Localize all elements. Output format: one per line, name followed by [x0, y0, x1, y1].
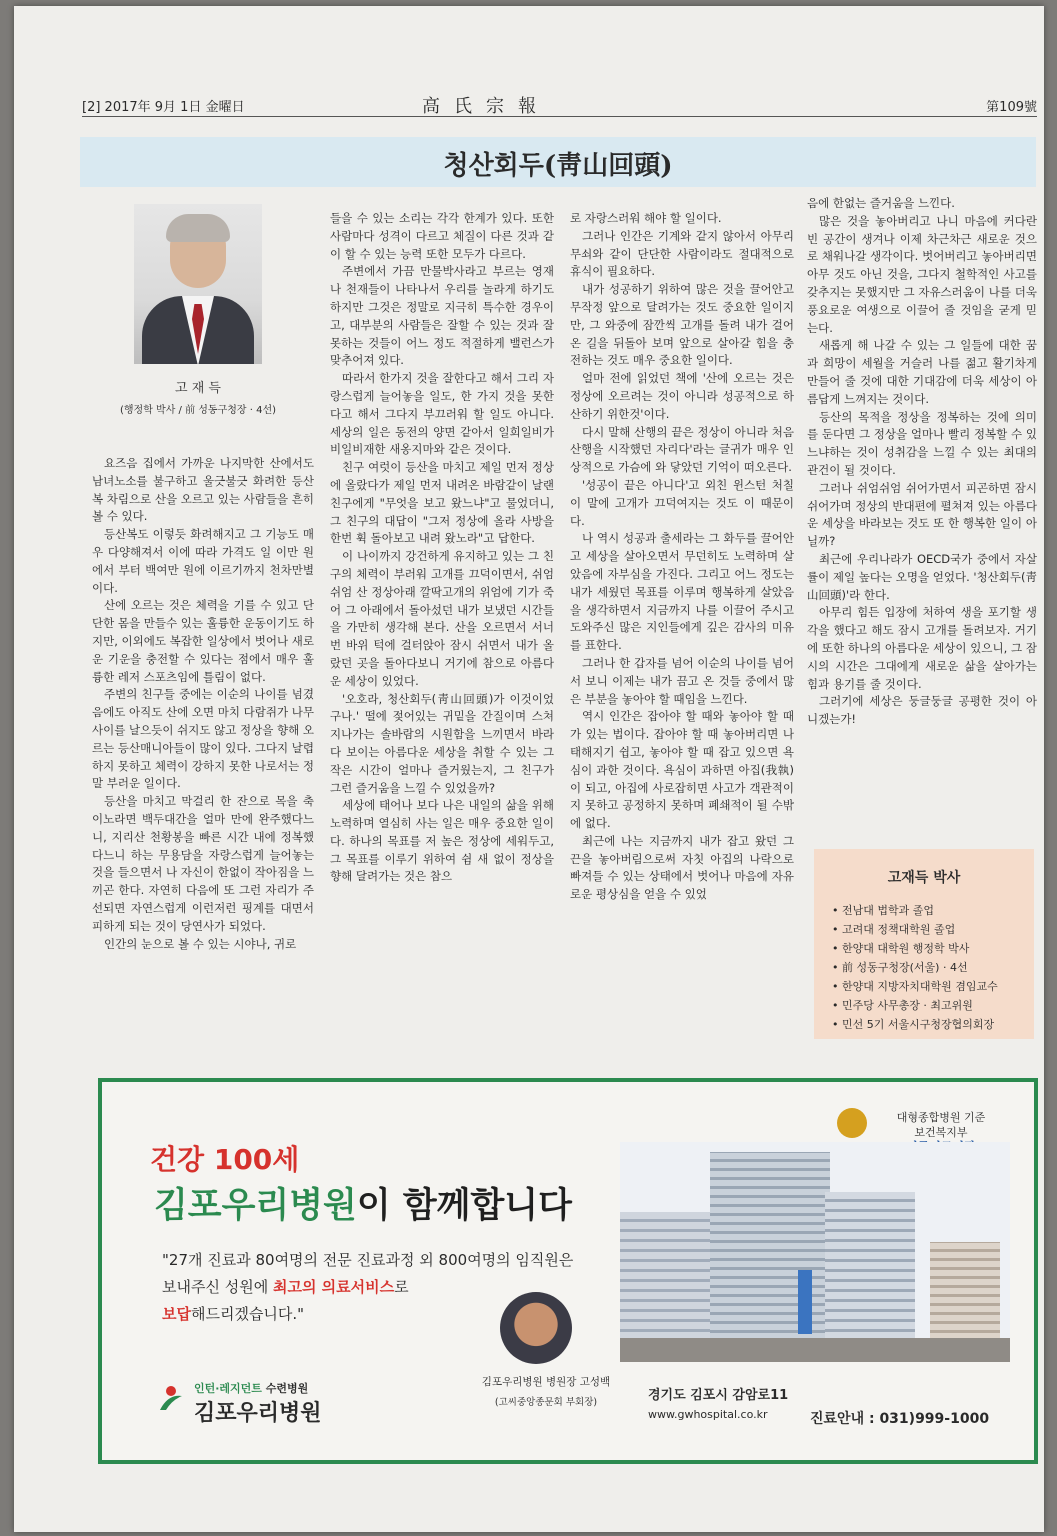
hospital-address: 경기도 김포시 감암로11 — [648, 1388, 789, 1403]
cert-line: 보건복지부 — [914, 1126, 968, 1139]
paragraph: 그러나 한 갑자를 넘어 이순의 나이를 넘어서 보니 이제는 내가 끔고 온 것들 중에서 많은 부분을 놓아야 할 때임을 느낀다. — [570, 655, 794, 706]
quote-part: 보내주신 성원에 — [162, 1278, 273, 1296]
paragraph: 그러나 쉬엄쉬엄 쉬어가면서 피곤하면 잠시 쉬어가며 정상의 반대편에 펼쳐져 있는 아름다운 세상을 바라보는 것도 또 한 행복한 일이 아닐까? — [807, 480, 1037, 549]
paragraph: '오호라, 청산회두(靑山回頭)가 이것이었구나.' 떨에 젖어있는 귀밑을 간질이며 스쳐 지나가는 솔바람의 시원함을 느끼면서 바라다 보이는 아름다운 세상을 취할 수 있는 그 작은 시간이 얼마나 즐거웠는지, 그 친구가 그런 즐거움을 느낄 수 있었을까? — [330, 691, 554, 795]
paragraph: 얼마 전에 읽었던 책에 '산에 오르는 것은 정상에 오르려는 것이 아니라 성공적으로 하산하기 위한것'이다. — [570, 371, 794, 421]
paragraph: 최근에 나는 지금까지 내가 잡고 왔던 그 끈을 놓아버림으로써 자칫 아집의 나락으로 빠져들 수 있는 상태에서 벗어나 마음에 자유로운 평상심을 얻을 수 있었 — [570, 833, 794, 902]
certification-badge-icon — [837, 1108, 867, 1138]
author-bio-box — [814, 849, 1034, 1039]
logo-tag-part: 인턴·레지던트 — [194, 1382, 262, 1395]
quote-part: 은 — [558, 1251, 574, 1269]
quote-part: 로 — [394, 1278, 409, 1296]
page-header — [82, 92, 1037, 117]
paragraph: '성공이 끝은 아니다'고 외친 윈스턴 처칠이 말에 고개가 끄덕여지는 것도 이 때문이다. — [570, 477, 794, 528]
issue-number: 第109號 — [986, 100, 1037, 115]
paragraph: 산에 오르는 것은 체력을 기를 수 있고 단단한 몸을 만들수 있는 훌륭한 운동이기도 하지만, 이외에도 복잡한 일상에서 벗어나 새로운 기운을 충전할 수 있다는 점에서 매우 훌륭한 레저 스포츠임에 틀림이 없다. — [92, 598, 314, 684]
logo-hospital-name: 김포우리병원 — [194, 1401, 322, 1426]
article-column-4 — [807, 195, 1037, 729]
paragraph: 그러기에 세상은 둥글둥글 공평한 것이 아니겠는가! — [807, 694, 1037, 727]
bio-item: • 민주당 사무총장 · 최고위원 — [832, 996, 1034, 1015]
bio-item: • 한양대 지방자치대학원 겸임교수 — [832, 977, 1034, 996]
author-title: (행정학 박사 / 前 성동구청장 · 4선) — [119, 405, 277, 416]
paragraph: 등산의 목적을 정상을 정복하는 것에 의미를 둔다면 그 정상을 얼마나 빨리 정복할 수 있느냐하는 것이 성취감을 느낄 수 있는 최대의 관건이 될 것이다. — [807, 409, 1037, 477]
paragraph: 그러나 인간은 기계와 같지 않아서 아무리 무쇠와 같이 단단한 사람이라도 절대적으로 휴식이 필요하다. — [570, 228, 794, 279]
hospital-logo-icon — [156, 1382, 186, 1412]
paragraph: 새롭게 해 나갈 수 있는 그 일들에 대한 꿈과 희망이 세월을 거슬러 나를 젊고 활기차게 만들어 줄 것에 대한 기대감에 더욱 세상이 아름답게 느껴지는 것이다. — [807, 338, 1037, 406]
author-photo — [134, 204, 262, 364]
paragraph: 이 나이까지 강건하게 유지하고 있는 그 친구의 체력이 부러워 고개를 끄덕이면서, 쉬엄쉬엄 산 정상아래 깔딱고개의 위엄에 기가 죽어 그 아래에서 돌아섰던 내가 보냈던 시간들을 가만히 생각해 본다. 산을 오르면서 서너 번 바위 턱에 걸터앉아 잠시 쉬면서 내가 올랐던 곳을 돌아다보니 거기에 참으로 아름다운 세상이 있었다. — [330, 549, 554, 688]
cert-line: 대형종합병원 기준 — [896, 1111, 986, 1124]
paragraph: 다시 말해 산행의 끝은 정상이 아니라 처음 산행을 시작했던 자리다'라는 글귀가 매우 인상적으로 가슴에 와 닿았던 기억이 떠오른다. — [570, 424, 794, 475]
bio-title: 고재득 박사 — [887, 870, 961, 886]
paper-name: 高氏宗報 — [422, 96, 550, 117]
ad-headline — [154, 1178, 572, 1228]
paragraph: 등산복도 이렇듯 화려해지고 그 기능도 매우 다양해져서 이에 따라 가격도 일 이만 원에서 부터 백여만 원에 이르기까지 천차만별이다. — [92, 527, 314, 595]
newspaper-page — [14, 6, 1044, 1532]
bio-item: • 前 성동구청장(서울) · 4선 — [832, 958, 1034, 977]
paragraph: 인간의 눈으로 볼 수 있는 시야나, 귀로 — [104, 936, 297, 951]
paragraph: 나 역시 성공과 출세라는 그 화두를 끌어안고 세상을 살아오면서 무던히도 노력하며 살았음에 자부심을 가진다. 그리고 어느 정도는 내가 세웠던 목표를 이루며 행복하게 살았음을 생각하면서 지금까지 나를 이끌어 주시고 도와주신 많은 지인들에게 깊은 감사의 미유를 표한다. — [570, 531, 794, 653]
page-date: [2] 2017年 9月 1日 金曜日 — [82, 100, 245, 115]
hospital-url: www.gwhospital.co.kr — [648, 1408, 768, 1421]
paragraph: 아무리 힘든 입장에 처하여 생을 포기할 생각을 했다고 해도 잠시 고개를 돌려보자. 거기에 또한 하나의 아름다운 세상이 있으니, 그 잠시의 시간은 그대에게 새로운 삶을 살아가는 힘과 용기를 줄 것이다. — [807, 605, 1037, 691]
author-name: 고 재 득 — [175, 381, 221, 396]
logo-tag-part: 수련병원 — [261, 1382, 309, 1395]
quote-highlight: 보답 — [162, 1305, 191, 1323]
bio-item: • 고려대 정책대학원 졸업 — [832, 920, 1034, 939]
article-title-bar — [80, 137, 1036, 187]
paragraph: 많은 것을 놓아버리고 나니 마음에 커다란 빈 공간이 생겨나 이제 차근차근 새로운 것으로 채워나갈 생각이다. 벗어버리고 놓아버리면 아무 것도 아닌 것을, 그다지 철학적인 사고를 갖추지는 못했지만 그 자유스러움이 나를 더욱 풍요로운 여생으로 이끌어 줄 것임을 굳게 믿는다. — [807, 213, 1037, 335]
ad-slogan: 건강 100세 — [150, 1143, 300, 1176]
paragraph: 최근에 우리나라가 OECD국가 중에서 자살률이 제일 높다는 오명을 얻었다. '청산회두(靑山回頭)'라 한다. — [807, 551, 1037, 602]
ad-hospital-name: 김포우리병원 — [154, 1186, 357, 1226]
hospital-building-image — [620, 1142, 1010, 1362]
paragraph: 요즈음 집에서 가까운 나지막한 산에서도 남녀노소를 불구하고 울긋불긋 화려한 등산복 차림으로 산을 오르고 있는 사람들을 흔히 볼 수 있다. — [92, 456, 314, 524]
paragraph: 등산을 마치고 막걸리 한 잔으로 목을 축이노라면 백두대간을 얼마 만에 완주했다느니, 지리산 천황봉을 빠른 시간 내에 정복했다느니 하는 무용담을 자랑스럽게 늘어놓는 것을 들으면서 나 자신이 한없이 작아짐을 느끼곤 한다. 자연히 다음에 또 그런 자리가 주선되면 자연스럽게 이런저런 핑계를 대면서 피하게 되는 것이 당연사가 되었다. — [92, 794, 314, 933]
paragraph: 음에 한없는 즐거움을 느낀다. — [807, 196, 955, 210]
bio-list — [814, 901, 1034, 1034]
paragraph: 들을 수 있는 소리는 각각 한계가 있다. 또한 사람마다 성격이 다르고 체질이 다른 것과 같이 할 수 있는 능력 또한 모두가 다르다. — [330, 211, 554, 261]
quote-part: 해드리겠습니다." — [190, 1305, 305, 1323]
paragraph: 주변에서 가끔 만물박사라고 부르는 영재나 천재들이 나타나서 우리를 놀라게 하기도 하지만 그것은 정말로 지극히 특수한 경우이고, 대부분의 사람들은 잘할 수 있는 것과 잘 못하는 것들이 어느 정도 적절하게 밸런스가 맞추어져 있다. — [330, 264, 554, 368]
quote-highlight: 최고의 의료서비스 — [272, 1278, 395, 1296]
article-title: 청산회두(靑山回頭) — [443, 151, 673, 181]
article-column-1 — [92, 455, 314, 953]
hospital-phone: 진료안내 : 031)999-1000 — [810, 1411, 990, 1427]
paragraph: 로 자랑스러워 해야 할 일이다. — [570, 211, 722, 225]
article-column-2 — [330, 210, 554, 886]
paragraph: 친구 여럿이 등산을 마치고 제일 먼저 정상에 올랐다가 제일 먼저 내려온 바람같이 날랜 친구에게 "무엇을 보고 왔느냐"고 물었더니, 그 친구의 대답이 "그저 정상에 올라 사방을 한번 휙 돌아보고 내려 왔노라"고 답한다. — [330, 460, 554, 546]
bio-item: • 민선 5기 서울시구청장협의회장 — [832, 1015, 1034, 1034]
director-name: 김포우리병원 병원장 고성백 — [481, 1376, 611, 1388]
hospital-director-photo — [500, 1292, 572, 1364]
bio-item: • 한양대 대학원 행정학 박사 — [832, 939, 1034, 958]
paragraph: 따라서 한가지 것을 잘한다고 해서 그리 자랑스럽게 늘어놓을 일도, 한 가지 것을 못한다고 해서 그다지 부끄러워 할 일도 아니다. 세상의 일은 동전의 양면 같아서 일희일비가 비일비재한 새옹지마와 같은 것이다. — [330, 371, 554, 457]
paragraph: 세상에 태어나 보다 나은 내일의 삶을 위해 노력하며 열심히 사는 일은 매우 중요한 일이다. 하나의 목표를 저 높은 정상에 세워두고, 그 목표를 이루기 위하여 쉼 새 없이 정상을 향해 달려가는 것은 참으 — [330, 798, 554, 884]
paragraph: 내가 성공하기 위하여 많은 것을 끌어안고 무작정 앞으로 달려가는 것도 중요한 일이지만, 그 와중에 잠깐씩 고개를 돌려 내가 걸어온 길을 뒤돌아 보며 앞으로 살아갈 힘을 충전하는 것도 매우 중요한 일이다. — [570, 282, 794, 368]
logo-tagline — [194, 1380, 308, 1396]
article-column-3 — [570, 210, 794, 904]
paragraph: 역시 인간은 잡아야 할 때와 놓아야 할 때가 있는 법이다. 잡아야 할 때 놓아버리면 나태해지기 쉽고, 놓아야 할 때 잡고 있으면 욕심이 과한 것이다. 욕심이 과하면 아집(我執)이 되고, 아집에 사로잡히면 사고가 객관적이지 못하고 공정하지 못하며 폐쇄적이 될 수밖에 없다. — [570, 709, 794, 831]
bio-item: • 전남대 법학과 졸업 — [832, 901, 1034, 920]
hospital-advertisement — [98, 1078, 1038, 1464]
paragraph: 주변의 친구들 중에는 이순의 나이를 넘겼음에도 아직도 산에 오면 마치 다람쥐가 나무사이를 날으듯이 쉬지도 않고 정상을 향해 오르는 등산매니아들이 많이 있다. 그다지 날렵하지 못하고 체력이 강하지 못한 나로서는 정말 부러운 일이다. — [92, 687, 314, 791]
quote-part: 외 800여명의 임직원 — [414, 1251, 559, 1269]
quote-part: "27개 진료과 80여명의 전문 진료과정 — [162, 1251, 415, 1269]
ad-headline-rest: 이 함께합니다 — [356, 1186, 572, 1226]
director-affiliation: (고씨중앙종문회 부회장) — [494, 1397, 598, 1408]
